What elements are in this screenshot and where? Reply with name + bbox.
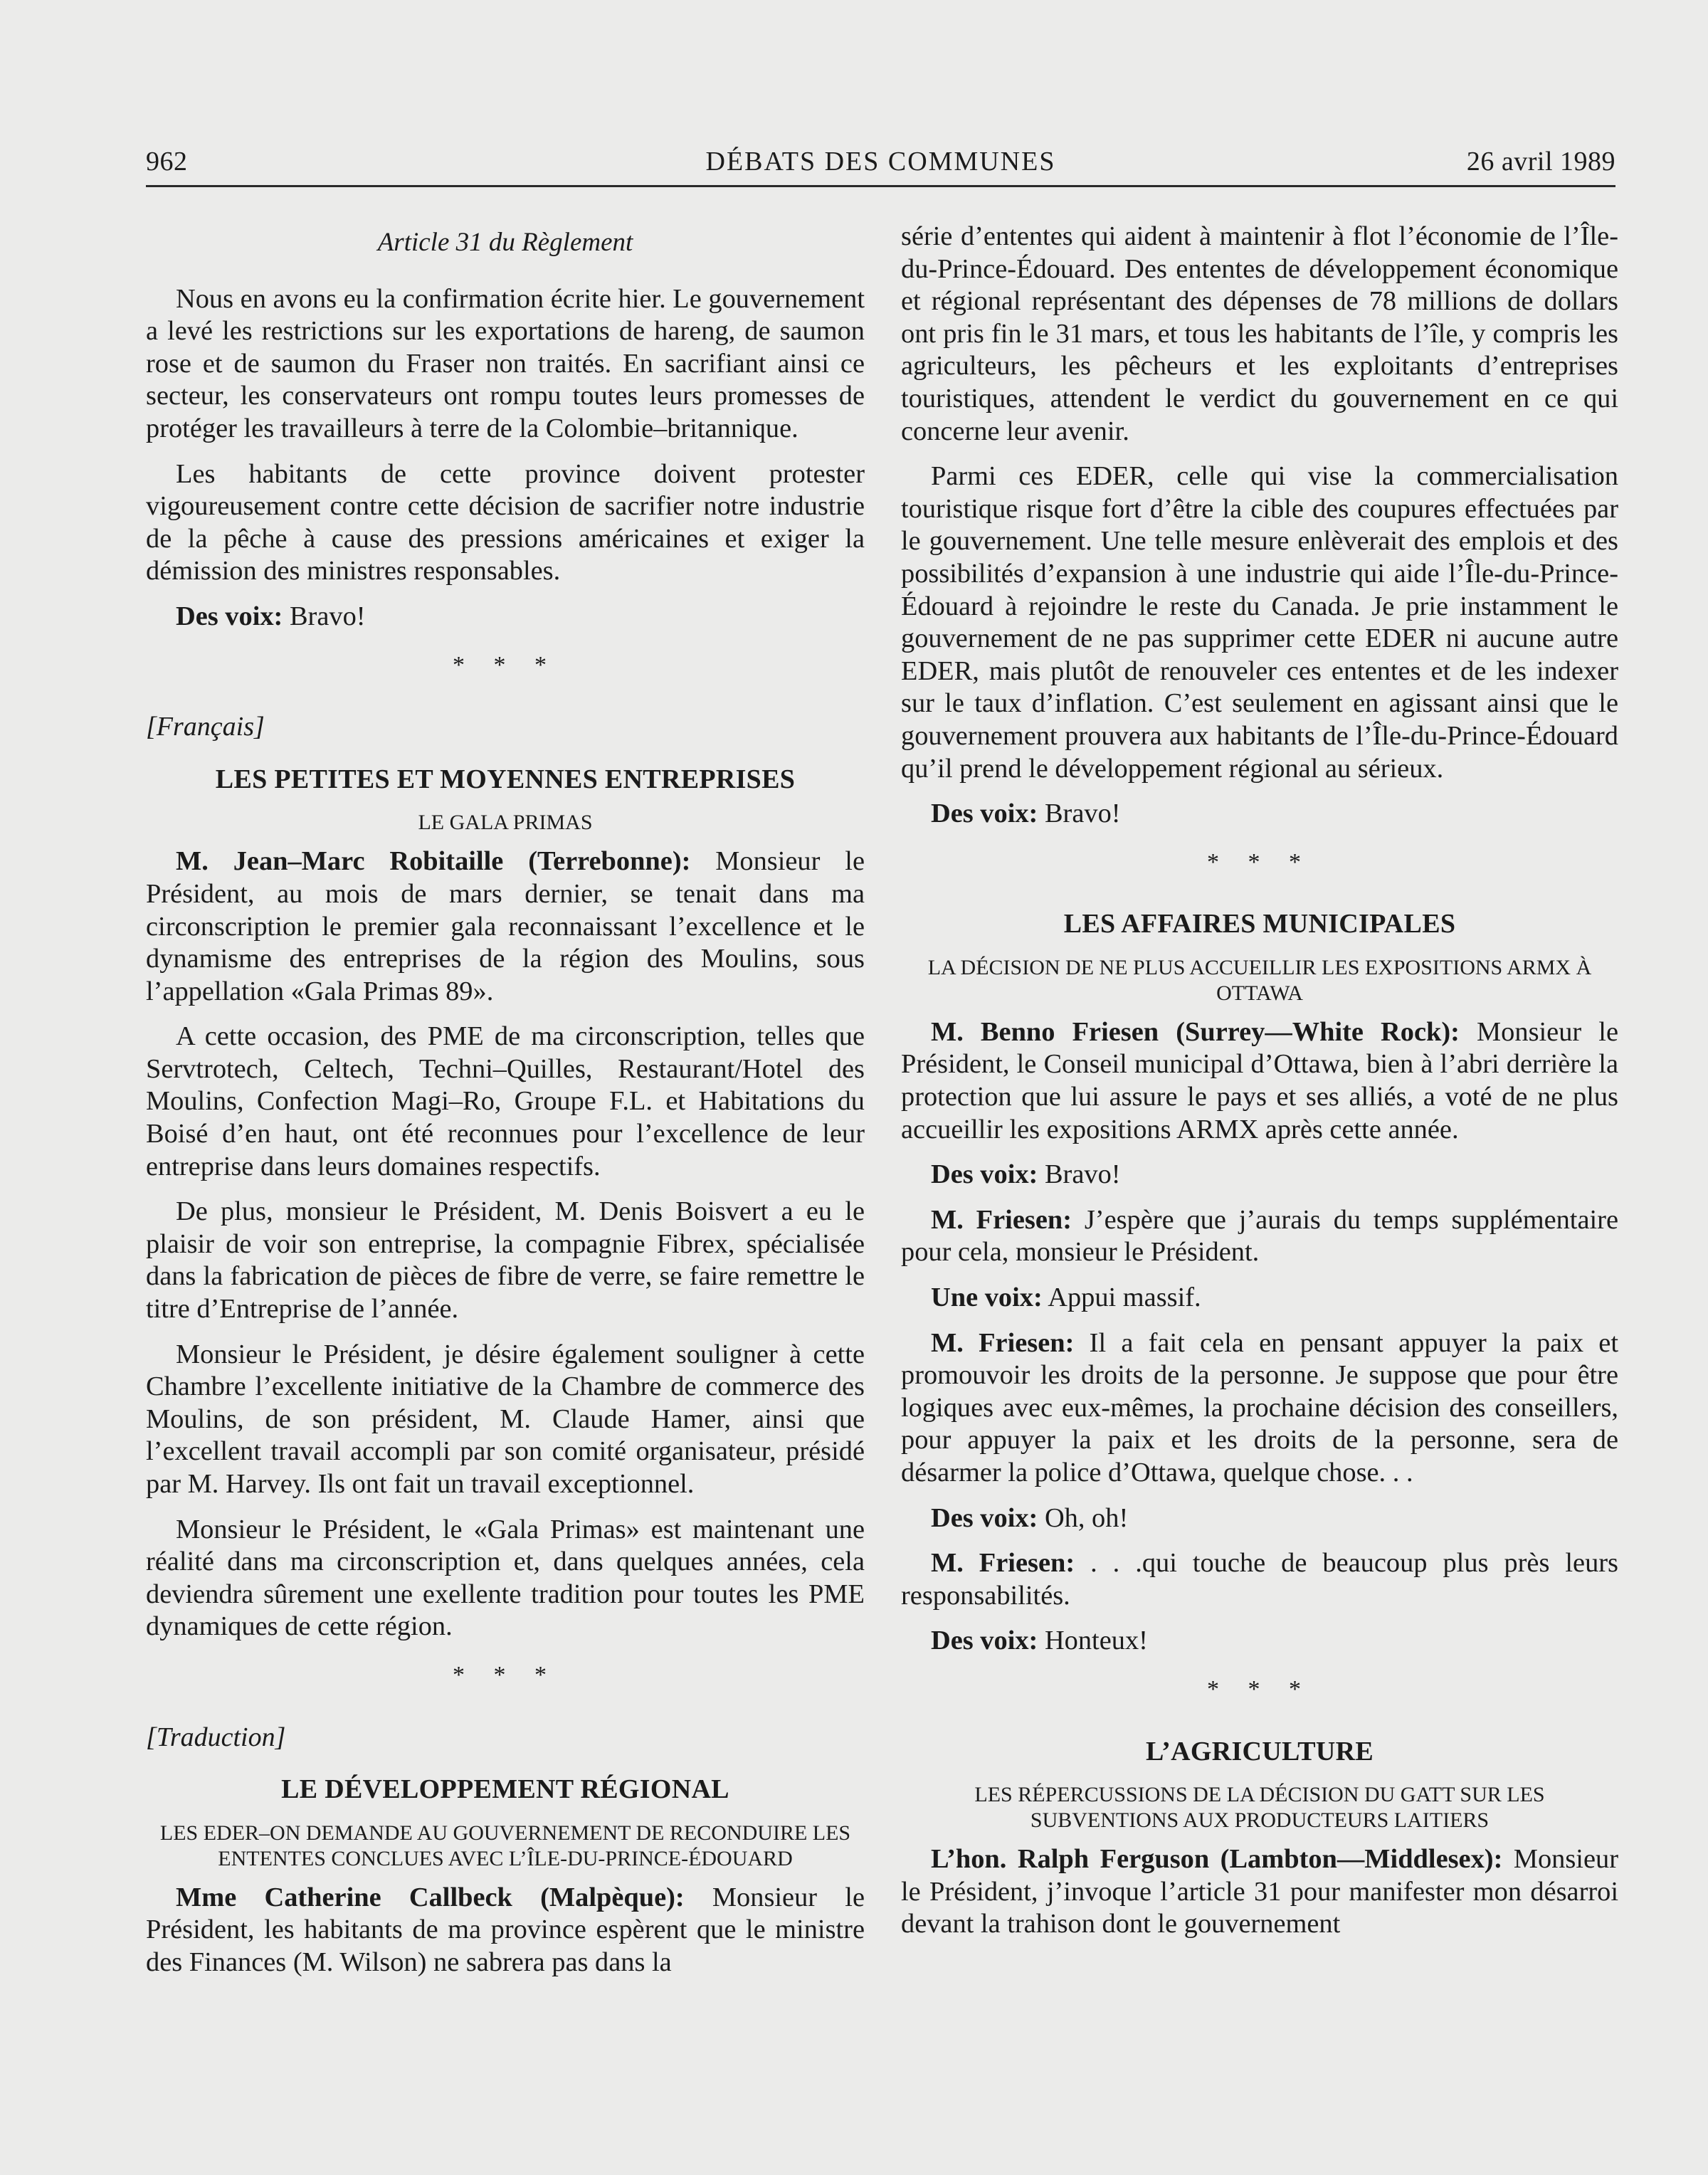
paragraph	[901, 1327, 1618, 1490]
paragraph	[901, 1159, 1618, 1191]
speech-text: Honteux!	[1038, 1626, 1148, 1656]
paragraph	[901, 1547, 1618, 1612]
header-rule	[146, 185, 1615, 187]
speaker-name: M. Friesen:	[931, 1548, 1075, 1579]
speaker-name: Des voix:	[931, 1626, 1038, 1656]
speaker-name: Mme Catherine Callbeck (Malpèque):	[176, 1882, 685, 1912]
speech-text: Monsieur le Président, les habitants de ma province espèrent que le ministre des Finances (M. Wilson) ne sabrera pas dans la	[146, 1882, 865, 1977]
language-note: [Français]	[146, 712, 265, 742]
speech-text: Bravo!	[1038, 1159, 1121, 1190]
paragraph	[901, 1625, 1618, 1658]
paragraph	[901, 1282, 1618, 1315]
speech-text: Oh, oh!	[1038, 1502, 1129, 1533]
speaker-name: M. Friesen:	[931, 1204, 1072, 1235]
paragraph: Monsieur le Président, je désire également souligner à cette Chambre l’excellente initiative de la Chambre de commerce des Moulins, de son président, M. Claude Hamer, ainsi que l’excellent travail accompli par son comité organisateur, présidé par M. Harvey. Ils ont fait un travail exceptionnel.	[146, 1339, 865, 1499]
section-subtitle: LE GALA PRIMAS	[418, 811, 593, 835]
publication-date: 26 avril 1989	[1466, 147, 1615, 177]
article-heading: Article 31 du Règlement	[377, 228, 633, 257]
speaker-name: Des voix:	[931, 1502, 1038, 1533]
section-separator: * * *	[453, 651, 558, 678]
speaker-name: M. Friesen:	[931, 1327, 1075, 1358]
speaker-name: Des voix:	[931, 1159, 1038, 1190]
paragraph: A cette occasion, des PME de ma circonscription, telles que Servtrotech, Celtech, Techni–Quilles, Restaurant/Hotel des Moulins, Confection Magi–Ro, Groupe F.L. et Habitations du Boisé d’en haut, ont été reconnues pour l’excellence de leur entreprise dans leurs domaines respectifs.	[146, 1021, 865, 1181]
section-separator: * * *	[1207, 848, 1312, 875]
section-separator: * * *	[1207, 1675, 1312, 1702]
speech-text: Monsieur le Président, au mois de mars dernier, se tenait dans ma circonscription le premier gala reconnaissant l’excellence et le dynamisme des entreprises de la région des Moulins, sous l’appellation «Gala Primas 89».	[146, 846, 865, 1006]
page-header	[146, 146, 1615, 189]
paragraph	[901, 1843, 1618, 1941]
paragraph: série d’ententes qui aident à maintenir à flot l’économie de l’Île-du-Prince-Édouard. Des ententes de développement économique et régional représentant des dépenses de 78 millions de dollars ont pris fin le 31 mars, et tous les habitants de l’île, y compris les agriculteurs, les pêcheurs et les exploitants d’entreprises touristiques, attendent le verdict du gouvernement en ce qui concerne leur avenir.	[901, 221, 1618, 446]
section-title: L’AGRICULTURE	[1146, 1736, 1374, 1766]
right-column	[901, 221, 1618, 1941]
section-title: LES PETITES ET MOYENNES ENTREPRISES	[215, 764, 796, 794]
paragraph	[146, 846, 865, 1008]
paragraph	[146, 601, 865, 633]
left-column	[146, 221, 865, 1979]
section-subtitle: LA DÉCISION DE NE PLUS ACCUEILLIR LES EXPOSITIONS ARMX À OTTAWA	[927, 955, 1592, 1005]
paragraph: Nous en avons eu la confirmation écrite hier. Le gouvernement a levé les restrictions sur les exportations de hareng, de saumon rose et de saumon du Fraser non traités. En sacrifiant ainsi ce secteur, les conservateurs ont rompu toutes leurs promesses de protéger les travailleurs à terre de la Colombie–britannique.	[146, 283, 865, 443]
section-subtitle: LES RÉPERCUSSIONS DE LA DÉCISION DU GATT SUR LES SUBVENTIONS AUX PRODUCTEURS LAITIERS	[974, 1783, 1545, 1833]
paragraph	[901, 1016, 1618, 1146]
paragraph	[901, 1502, 1618, 1535]
language-note: [Traduction]	[146, 1722, 286, 1752]
speech-text: Monsieur le Président, j’invoque l’article 31 pour manifester mon désarroi devant la trahison dont le gouvernement	[901, 1844, 1618, 1939]
speaker-name: Des voix:	[931, 799, 1038, 829]
speaker-name: M. Jean–Marc Robitaille (Terrebonne):	[176, 846, 691, 877]
section-separator: * * *	[453, 1661, 558, 1688]
paragraph: Parmi ces EDER, celle qui vise la commercialisation touristique risque fort d’être la cible des coupures effectuées par le gouvernement. Une telle mesure enlèverait des emplois et des possibilités d’expansion à une industrie qui aide l’Île-du-Prince-Édouard à rejoindre le reste du Canada. Je prie instamment le gouvernement de ne pas supprimer cette EDER ni aucune autre EDER, mais plutôt de renouveler ces ententes et de les indexer sur le taux d’inflation. C’est seulement en agissant ainsi que le gouvernement prouvera aux habitants de l’Île-du-Prince-Édouard qu’il prend le développement régional au sérieux.	[901, 461, 1618, 784]
speaker-name: Une voix:	[931, 1283, 1043, 1313]
speech-text: . . .qui touche de beaucoup plus près leurs responsabilités.	[901, 1548, 1618, 1611]
paragraph: Monsieur le Président, le «Gala Primas» est maintenant une réalité dans ma circonscription et, dans quelques années, cela deviendra sûrement une exellente tradition pour toutes les PME dynamiques de cette région.	[146, 1514, 865, 1642]
paragraph	[146, 1882, 865, 1979]
speech-text: Monsieur le Président, le Conseil municipal d’Ottawa, bien à l’abri derrière la protection que lui assure le pays et ses alliés, a voté de ne plus accueillir les expositions ARMX après cette année.	[901, 1016, 1619, 1144]
speaker-name: L’hon. Ralph Ferguson (Lambton—Middlesex):	[931, 1844, 1503, 1875]
paragraph: De plus, monsieur le Président, M. Denis Boisvert a eu le plaisir de voir son entreprise, la compagnie Fibrex, spécialisée dans la fabrication de pièces de fibre de verre, se faire remettre le titre d’Entreprise de l’année.	[146, 1196, 865, 1325]
speech-text: J’espère que j’aurais du temps supplémentaire pour cela, monsieur le Président.	[901, 1204, 1618, 1268]
paragraph	[901, 1204, 1618, 1269]
speech-text: Il a fait cela en pensant appuyer la paix et promouvoir les droits de la personne. Je suppose que pour être logiques avec eux-mêmes, la prochaine décision des conseillers, pour appuyer la paix et les droits de la personne, sera de désarmer la police d’Ottawa, quelque chose. . .	[901, 1327, 1618, 1487]
section-title: LES AFFAIRES MUNICIPALES	[1063, 909, 1456, 939]
section-title: LE DÉVELOPPEMENT RÉGIONAL	[281, 1774, 729, 1805]
speech-text: Bravo!	[1038, 799, 1121, 829]
speech-text: Appui massif.	[1042, 1283, 1201, 1313]
page-number: 962	[146, 147, 188, 177]
section-subtitle: LES EDER–ON DEMANDE AU GOUVERNEMENT DE RECONDUIRE LES ENTENTES CONCLUES AVEC L’ÎLE-DU-PRINCE-ÉDOUARD	[159, 1821, 851, 1870]
paragraph	[901, 798, 1618, 831]
publication-title: DÉBATS DES COMMUNES	[705, 147, 1056, 177]
speaker-name: M. Benno Friesen (Surrey—White Rock):	[931, 1016, 1460, 1047]
paragraph: Les habitants de cette province doivent protester vigoureusement contre cette décision de sacrifier notre industrie de la pêche à cause des pressions américaines et exiger la démission des ministres responsables.	[146, 458, 865, 586]
speech-text: Bravo!	[283, 601, 366, 631]
speaker-name: Des voix:	[176, 601, 283, 631]
